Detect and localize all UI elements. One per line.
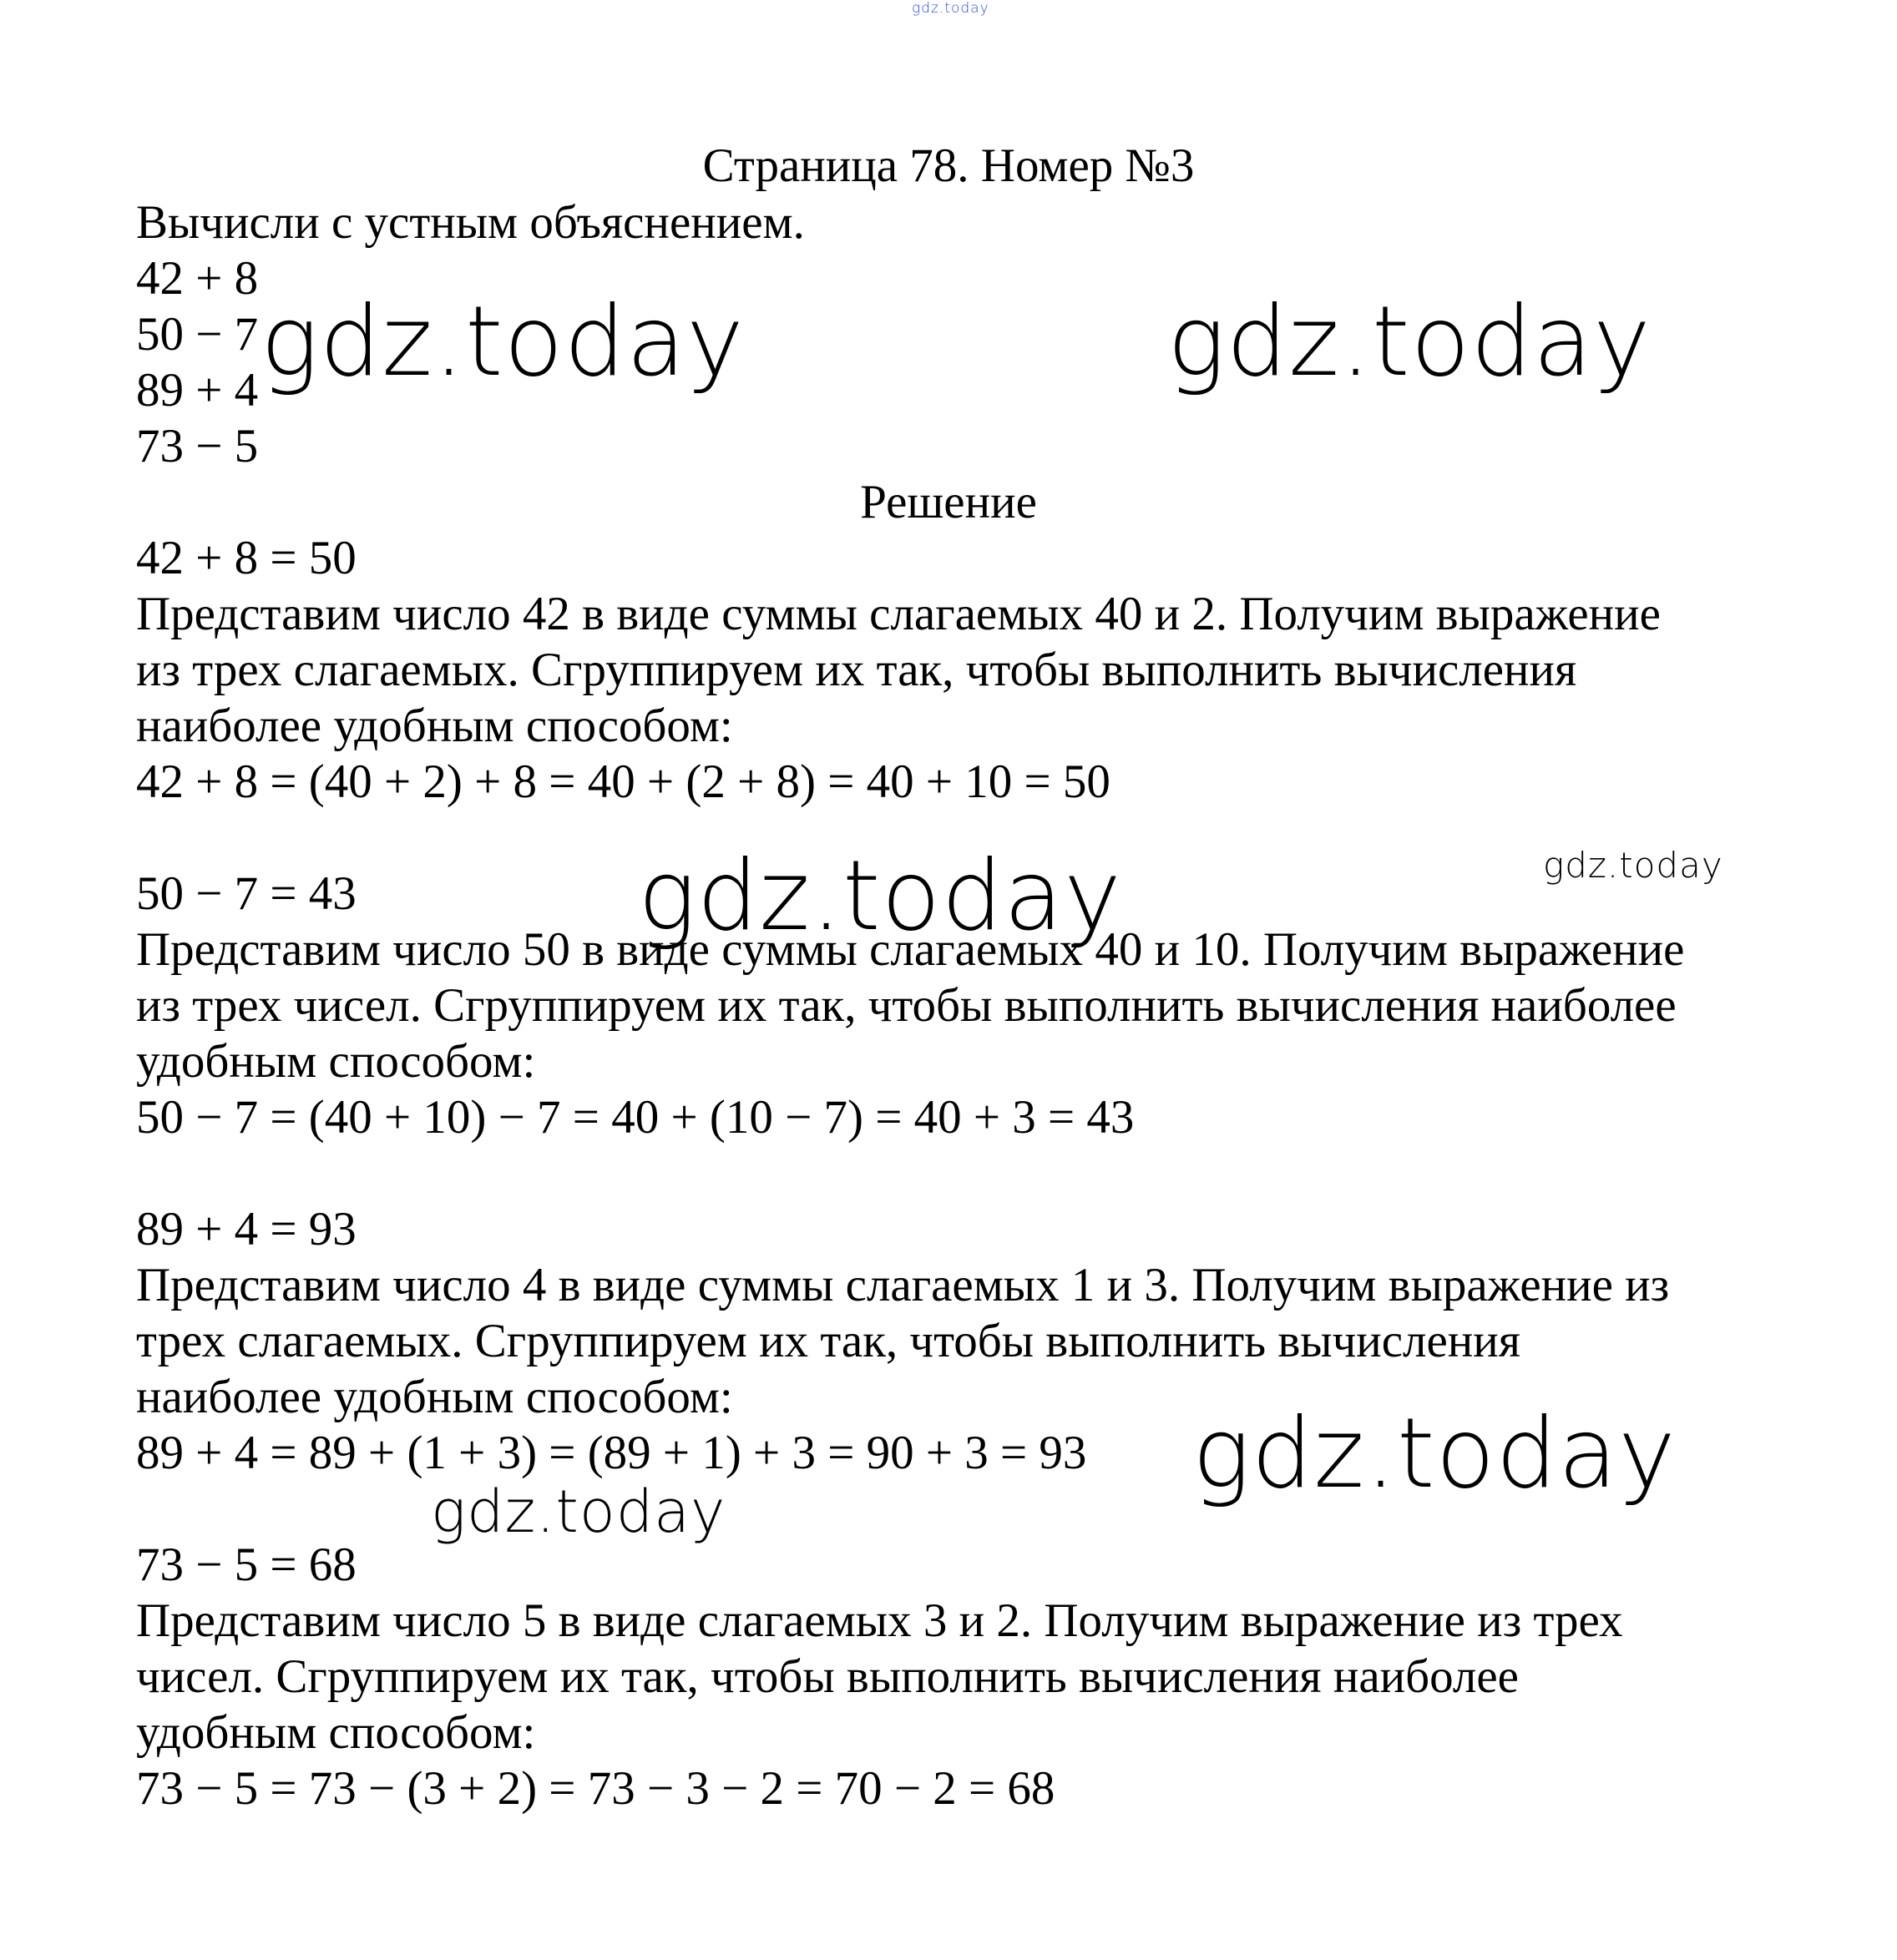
solution-result: 42 + 8 = 50: [136, 532, 357, 584]
solution-text: Представим число 5 в виде слагаемых 3 и 2. Получим выражение из трех: [136, 1594, 1623, 1647]
watermark-top: gdz.today: [912, 0, 989, 17]
solution-text: удобным способом:: [136, 1035, 536, 1088]
task-expression: 50 − 7: [136, 308, 259, 361]
solution-text: Представим число 50 в виде суммы слагаемых 40 и 10. Получим выражение: [136, 923, 1685, 976]
watermark: gdz.today: [261, 285, 745, 398]
solution-text: Представим число 42 в виде суммы слагаемых 40 и 2. Получим выражение: [136, 588, 1661, 640]
task-expression: 89 + 4: [136, 364, 259, 417]
solution-result: 50 − 7 = 43: [136, 867, 357, 920]
watermark: gdz.today: [431, 1478, 726, 1546]
watermark: gdz.today: [1543, 845, 1723, 886]
watermark: gdz.today: [1192, 1397, 1677, 1510]
task-expression: 73 − 5: [136, 420, 259, 472]
solution-calc: 50 − 7 = (40 + 10) − 7 = 40 + (10 − 7) = 40 + 3 = 43: [136, 1091, 1135, 1144]
watermark: gdz.today: [638, 840, 1122, 952]
solution-text: трех слагаемых. Сгруппируем их так, чтобы выполнить вычисления: [136, 1315, 1521, 1367]
solution-calc: 42 + 8 = (40 + 2) + 8 = 40 + (2 + 8) = 40 + 10 = 50: [136, 755, 1110, 808]
page-title: Страница 78. Номер №3: [702, 139, 1195, 192]
task-prompt: Вычисли с устным объяснением.: [136, 196, 805, 249]
solution-text: наиболее удобным способом:: [136, 700, 733, 752]
task-expression: 42 + 8: [136, 252, 259, 305]
solution-text: чисел. Сгруппируем их так, чтобы выполнить вычисления наиболее: [136, 1650, 1519, 1703]
solution-result: 73 − 5 = 68: [136, 1538, 357, 1591]
watermark: gdz.today: [1167, 285, 1652, 398]
solution-text: Представим число 4 в виде суммы слагаемых 1 и 3. Получим выражение из: [136, 1259, 1670, 1311]
solution-text: из трех слагаемых. Сгруппируем их так, чтобы выполнить вычисления: [136, 644, 1577, 696]
solution-heading: Решение: [860, 476, 1037, 528]
solution-text: из трех чисел. Сгруппируем их так, чтобы выполнить вычисления наиболее: [136, 979, 1677, 1032]
solution-result: 89 + 4 = 93: [136, 1203, 357, 1255]
solution-calc: 89 + 4 = 89 + (1 + 3) = (89 + 1) + 3 = 90 + 3 = 93: [136, 1427, 1087, 1479]
solution-text: наиболее удобным способом:: [136, 1371, 733, 1423]
solution-calc: 73 − 5 = 73 − (3 + 2) = 73 − 3 − 2 = 70 − 2 = 68: [136, 1762, 1055, 1815]
solution-text: удобным способом:: [136, 1706, 536, 1759]
